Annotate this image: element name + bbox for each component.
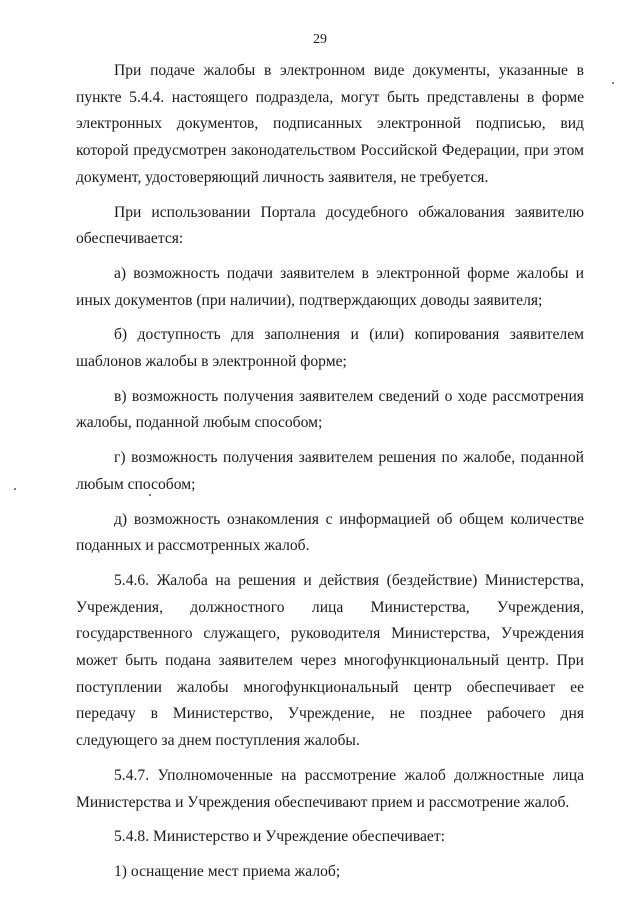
scan-speck — [14, 488, 16, 490]
list-item-a: а) возможность подачи заявителем в электронной форме жалобы и иных документов (при наличии), подтверждающих доводы заявителя; — [76, 264, 584, 309]
paragraph-5-4-8: 5.4.8. Министерство и Учреждение обеспечивает: — [114, 828, 445, 846]
paragraph-electronic-submission: При подаче жалобы в электронном виде документы, указанные в пункте 5.4.4. настоящего подраздела, могут быть представлены в форме электронных документов, подписанных электронной подписью, вид которой предусмотрен законодательством Российской Федерации, при этом документ, удостоверяющий личность заявителя, не требуется. — [76, 62, 584, 186]
list-item-b: б) доступность для заполнения и (или) копирования заявителем шаблонов жалобы в электронной форме; — [76, 326, 584, 371]
list-item-g: г) возможность получения заявителем решения по жалобе, поданной любым способом; — [76, 449, 584, 493]
list-item-d: д) возможность ознакомления с информацией об общем количестве поданных и рассмотренных жалоб. — [76, 510, 584, 555]
scan-speck — [149, 494, 151, 496]
paragraph-portal-intro: При использовании Портала досудебного обжалования заявителю обеспечивается: — [76, 203, 584, 248]
paragraph-5-4-7: 5.4.7. Уполномоченные на рассмотрение жалоб должностные лица Министерства и Учреждения обеспечивают прием и рассмотрение жалоб. — [76, 766, 584, 811]
list-item-1: 1) оснащение мест приема жалоб; — [114, 862, 341, 880]
page-number: 29 — [313, 32, 327, 47]
paragraph-5-4-6: 5.4.6. Жалоба на решения и действия (бездействие) Министерства, Учреждения, должностного лица Министерства, Учреждения, государственного служащего, руководителя Министерства, Учреждения может быть подана заявителем через многофункциональный центр. При поступлении жалобы многофункциональный центр обеспечивает ее передачу в Министерство, Учреждение, не позднее рабочего дня следующего за днем поступления жалобы. — [76, 571, 584, 750]
list-item-v: в) возможность получения заявителем сведений о ходе рассмотрения жалобы, поданной любым способом; — [76, 387, 584, 432]
document-body — [76, 58, 584, 886]
scan-speck — [612, 82, 614, 84]
